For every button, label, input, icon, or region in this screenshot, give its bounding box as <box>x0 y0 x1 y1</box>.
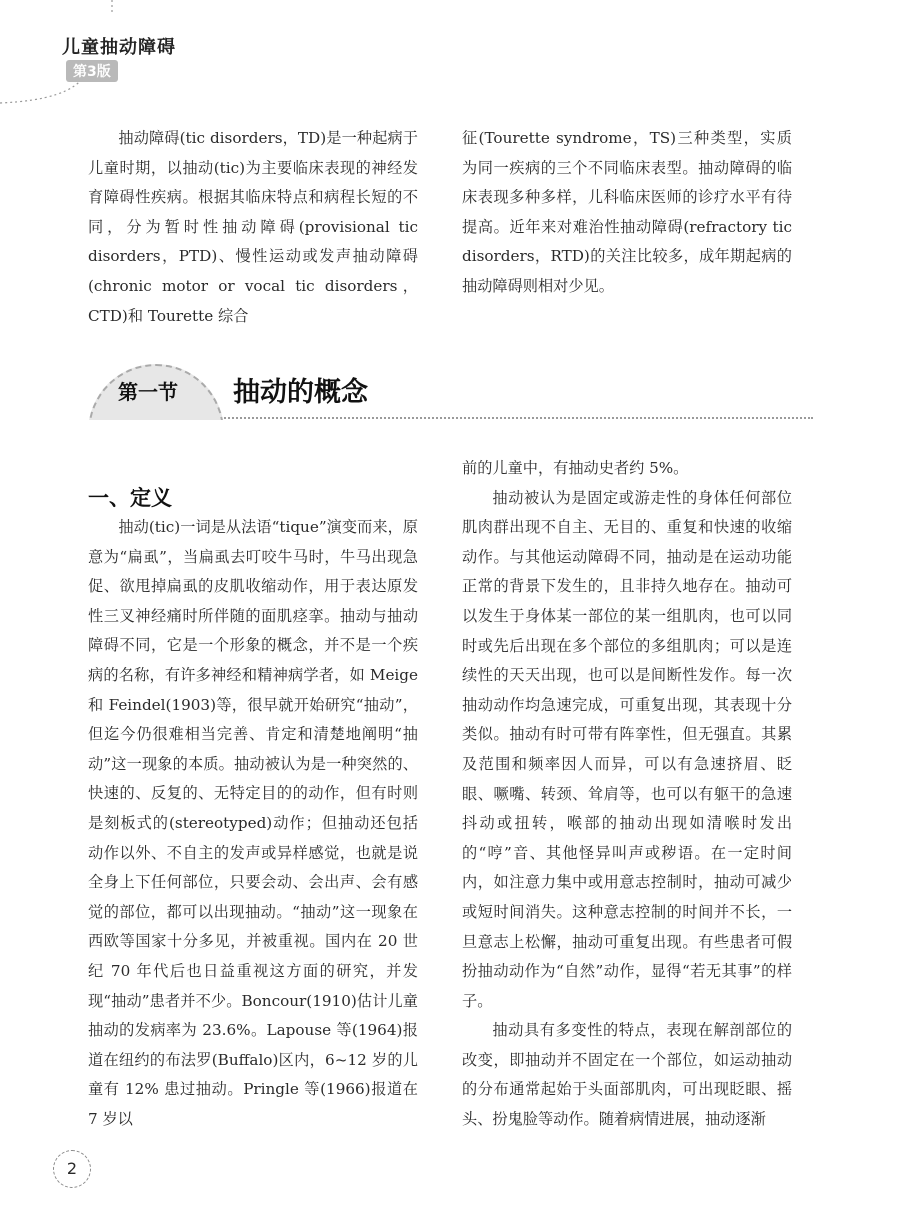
body-paragraph: 抽动(tic)一词是从法语“tique”演变而来，原意为“扁虱”，当扁虱去叮咬牛马时，牛马出现急促、欲甩掉扁虱的皮肌收缩动作，用于表达原发性三叉神经痛时所伴随的面肌痉挛。抽动与抽动障碍不同，它是一个形象的概念，并不是一个疾病的名称，有许多神经和精神病学者，如 Meige 和 Feindel(1903)等，很早就开始研究“抽动”，但迄今仍很难相当完善、肯定和清楚地阐明“抽动”这一现象的本质。抽动被认为是一种突然的、快速的、反复的、无特定目的的动作，但有时则是刻板式的(stereotyped)动作；但抽动还包括动作以外、不自主的发声或异样感觉，也就是说全身上下任何部位，只要会动、会出声、会有感觉的部位，都可以出现抽动。“抽动”这一现象在西欧等国家十分多见，并被重视。国内在 20 世纪 70 年代后也日益重视这方面的研究，并发现“抽动”患者并不少。Boncour(1910)估计儿童抽动的发病率为 23.6%。Lapouse 等(1964)报道在纽约的布法罗(Buffalo)区内，6~12 岁的儿童有 12% 患过抽动。Pringle 等(1966)报道在 7 岁以 <box>88 518 418 1128</box>
intro-paragraph-left: 抽动障碍(tic disorders，TD)是一种起病于儿童时期，以抽动(tic)为主要临床表现的神经发育障碍性疾病。根据其临床特点和病程长短的不同，分为暂时性抽动障碍(provisional tic disorders，PTD)、慢性运动或发声抽动障碍(chronic motor or vocal tic disorders，CTD)和 Tourette 综合 <box>88 129 418 325</box>
body-left-column <box>88 513 418 1134</box>
body-right-column <box>462 454 792 1135</box>
section-divider-line <box>193 417 813 419</box>
edition-badge: 第3版 <box>66 60 118 82</box>
section-title: 抽动的概念 <box>233 377 368 408</box>
intro-left-column <box>88 124 418 331</box>
body-paragraph-continued: 前的儿童中，有抽动史者约 5%。 <box>462 459 689 477</box>
intro-right-column <box>462 124 792 302</box>
section-label: 第一节 <box>118 380 178 404</box>
running-head-title: 儿童抽动障碍 <box>62 37 176 58</box>
body-paragraph: 抽动被认为是固定或游走性的身体任何部位肌肉群出现不自主、无目的、重复和快速的收缩动作。与其他运动障碍不同，抽动是在运动功能正常的背景下发生的，且非持久地存在。抽动可以发生于身体某一部位的某一组肌肉，也可以同时或先后出现在多个部位的多组肌肉；可以是连续性的天天出现，也可以是间断性发作。每一次抽动动作均急速完成，可重复出现，其表现十分类似。抽动有时可带有阵挛性，但无强直。其累及范围和频率因人而异，可以有急速挤眉、眨眼、噘嘴、转颈、耸肩等，也可以有躯干的急速抖动或扭转，喉部的抽动出现如清喉时发出的“哼”音、其他怪异叫声或秽语。在一定时间内，如注意力集中或用意志控制时，抽动可减少或短时间消失。这种意志控制的时间并不长，一旦意志上松懈，抽动可重复出现。有些患者可假扮抽动动作为“自然”动作，显得“若无其事”的样子。 <box>462 488 792 1010</box>
intro-paragraph-right: 征(Tourette syndrome，TS)三种类型，实质为同一疾病的三个不同临床表型。抽动障碍的临床表现多种多样，儿科临床医师的诊疗水平有待提高。近年来对难治性抽动障碍(refractory tic disorders，RTD)的关注比较多，成年期起病的抽动障碍则相对少见。 <box>462 129 792 295</box>
page-number: 2 <box>53 1150 91 1188</box>
section-heading-band <box>88 364 813 420</box>
subsection-title: 一、定义 <box>88 486 172 510</box>
body-paragraph: 抽动具有多变性的特点，表现在解剖部位的改变，即抽动并不固定在一个部位，如运动抽动的分布通常起始于头面部肌肉，可出现眨眼、摇头、扮鬼脸等动作。随着病情进展，抽动逐渐 <box>462 1021 792 1129</box>
